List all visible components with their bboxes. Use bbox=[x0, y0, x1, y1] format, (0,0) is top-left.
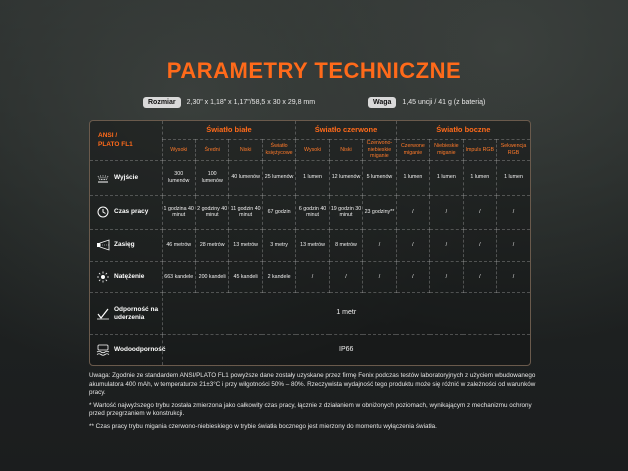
model-standard: ANSI / PLATO FL1 bbox=[90, 121, 162, 161]
mode-header: Impuls RGB bbox=[463, 140, 496, 161]
table-cell: / bbox=[430, 195, 463, 230]
table-cell: 46 metrów bbox=[162, 230, 195, 262]
table-cell: 1 lumen bbox=[463, 161, 496, 196]
table-cell: 25 lumenów bbox=[262, 161, 295, 196]
table-cell: / bbox=[463, 261, 496, 293]
water-value: IP66 bbox=[339, 345, 354, 353]
mode-header: Średni bbox=[195, 140, 228, 161]
mode-header: Niebieskie miganie bbox=[430, 140, 463, 161]
table-cell: 6 godzin 40 minut bbox=[296, 195, 329, 230]
table-cell: 663 kandele bbox=[162, 261, 195, 293]
table-cell: 8 metrów bbox=[329, 230, 362, 262]
weight-label: Waga bbox=[368, 97, 396, 108]
table-cell: / bbox=[463, 230, 496, 262]
table-cell: / bbox=[363, 230, 396, 262]
table-row bbox=[90, 293, 530, 335]
note-flash: ** Czas pracy trybu migania czerwono-niebieskiego w trybie światła bocznego jest mierzony do momentu wyłączenia światła. bbox=[89, 422, 437, 430]
mode-header: Czerwono-niebieskie miganie bbox=[363, 140, 396, 161]
table-cell: 67 godzin bbox=[262, 195, 295, 230]
group-white-light: Światło białe bbox=[162, 121, 296, 140]
table-cell: 100 lumenów bbox=[195, 161, 228, 196]
table-cell: / bbox=[497, 195, 530, 230]
row-label: Czas pracy bbox=[114, 208, 149, 216]
mode-header: Wysoki bbox=[162, 140, 195, 161]
table-cell: 1 lumen bbox=[430, 161, 463, 196]
table-cell: 28 metrów bbox=[195, 230, 228, 262]
table-cell: / bbox=[430, 230, 463, 262]
table-row bbox=[90, 195, 530, 230]
table-cell: / bbox=[463, 195, 496, 230]
table-row bbox=[90, 261, 530, 293]
size-spec bbox=[143, 97, 315, 108]
spec-table bbox=[89, 120, 531, 366]
table-cell: / bbox=[396, 195, 429, 230]
table-cell: 3 metry bbox=[262, 230, 295, 262]
table-cell: 1 godzina 40 minut bbox=[162, 195, 195, 230]
mode-header: Światło księżycowe bbox=[262, 140, 295, 161]
table-cell: / bbox=[396, 261, 429, 293]
table-cell: / bbox=[497, 261, 530, 293]
table-cell: 13 metrów bbox=[296, 230, 329, 262]
table-cell: 200 kandeli bbox=[195, 261, 228, 293]
mode-header: Sekwencja RGB bbox=[497, 140, 530, 161]
table-cell: / bbox=[296, 261, 329, 293]
weight-value: 1,45 uncji / 41 g (z baterią) bbox=[402, 99, 486, 106]
table-cell: 19 godzin 30 minut bbox=[329, 195, 362, 230]
weight-spec bbox=[368, 97, 485, 108]
row-label: Wodoodporność bbox=[114, 345, 166, 353]
table-cell: 45 kandeli bbox=[229, 261, 262, 293]
waterproof-icon bbox=[96, 344, 110, 356]
impact-resistance-icon bbox=[96, 308, 110, 320]
table-row bbox=[90, 335, 530, 365]
size-label: Rozmiar bbox=[143, 97, 181, 108]
mode-header: Niski bbox=[329, 140, 362, 161]
row-label: Zasięg bbox=[114, 241, 135, 249]
table-cell: 1 lumen bbox=[296, 161, 329, 196]
table-cell: 1 lumen bbox=[396, 161, 429, 196]
mode-header: Czerwone miganie bbox=[396, 140, 429, 161]
mode-header: Niski bbox=[229, 140, 262, 161]
table-cell: / bbox=[329, 261, 362, 293]
table-cell: 11 godzin 40 minut bbox=[229, 195, 262, 230]
size-value: 2,30" x 1,18" x 1,17"/58,5 x 30 x 29,8 mm bbox=[186, 99, 316, 106]
table-cell: 23 godziny** bbox=[363, 195, 396, 230]
table-cell: 300 lumenów bbox=[162, 161, 195, 196]
table-cell: 40 lumenów bbox=[229, 161, 262, 196]
table-cell: 5 lumenów bbox=[363, 161, 396, 196]
table-cell: 2 kandele bbox=[262, 261, 295, 293]
table-cell: 1 lumen bbox=[497, 161, 530, 196]
note-turbo: * Wartość najwyższego trybu została zmierzona jako całkowity czas pracy, łącznie z działaniem w obniżonych poziomach, wynikającym z mechanizmu ochrony przed przegrzaniem w konstrukcji. bbox=[89, 401, 532, 417]
row-label: Natężenie bbox=[114, 272, 145, 280]
light-output-icon bbox=[96, 172, 110, 184]
table-cell: / bbox=[363, 261, 396, 293]
clock-icon bbox=[96, 206, 110, 218]
note-standard: Uwaga: Zgodnie ze standardem ANSI/PLATO FL1 powyższe dane zostały uzyskane przez firmę Fenix podczas testów laboratoryjnych z użyciem wbudowanego akumulatora 400 mAh, w temperaturze 21±3°C i przy wilgotności 50% – 80%. Rzeczywista wydajność tego produktu może się różnić w zależności od warunków pracy. bbox=[89, 372, 536, 396]
table-row bbox=[90, 161, 530, 196]
beam-distance-icon bbox=[96, 239, 110, 251]
table-cell: 2 godziny 40 minut bbox=[195, 195, 228, 230]
table-cell: / bbox=[430, 261, 463, 293]
page-title: PARAMETRY TECHNICZNE bbox=[166, 58, 462, 83]
table-cell: 13 metrów bbox=[229, 230, 262, 262]
group-red-light: Światło czerwone bbox=[296, 121, 396, 140]
row-label: Odporność na uderzenia bbox=[114, 305, 159, 321]
table-cell: 12 lumenów bbox=[329, 161, 362, 196]
table-row bbox=[90, 230, 530, 262]
group-side-light: Światło boczne bbox=[396, 121, 530, 140]
intensity-icon bbox=[96, 271, 110, 283]
mode-header: Wysoki bbox=[296, 140, 329, 161]
table-cell: / bbox=[497, 230, 530, 262]
impact-value: 1 metr bbox=[162, 293, 530, 335]
table-cell: / bbox=[396, 230, 429, 262]
footnotes bbox=[89, 372, 544, 435]
row-label: Wyjście bbox=[114, 173, 139, 181]
